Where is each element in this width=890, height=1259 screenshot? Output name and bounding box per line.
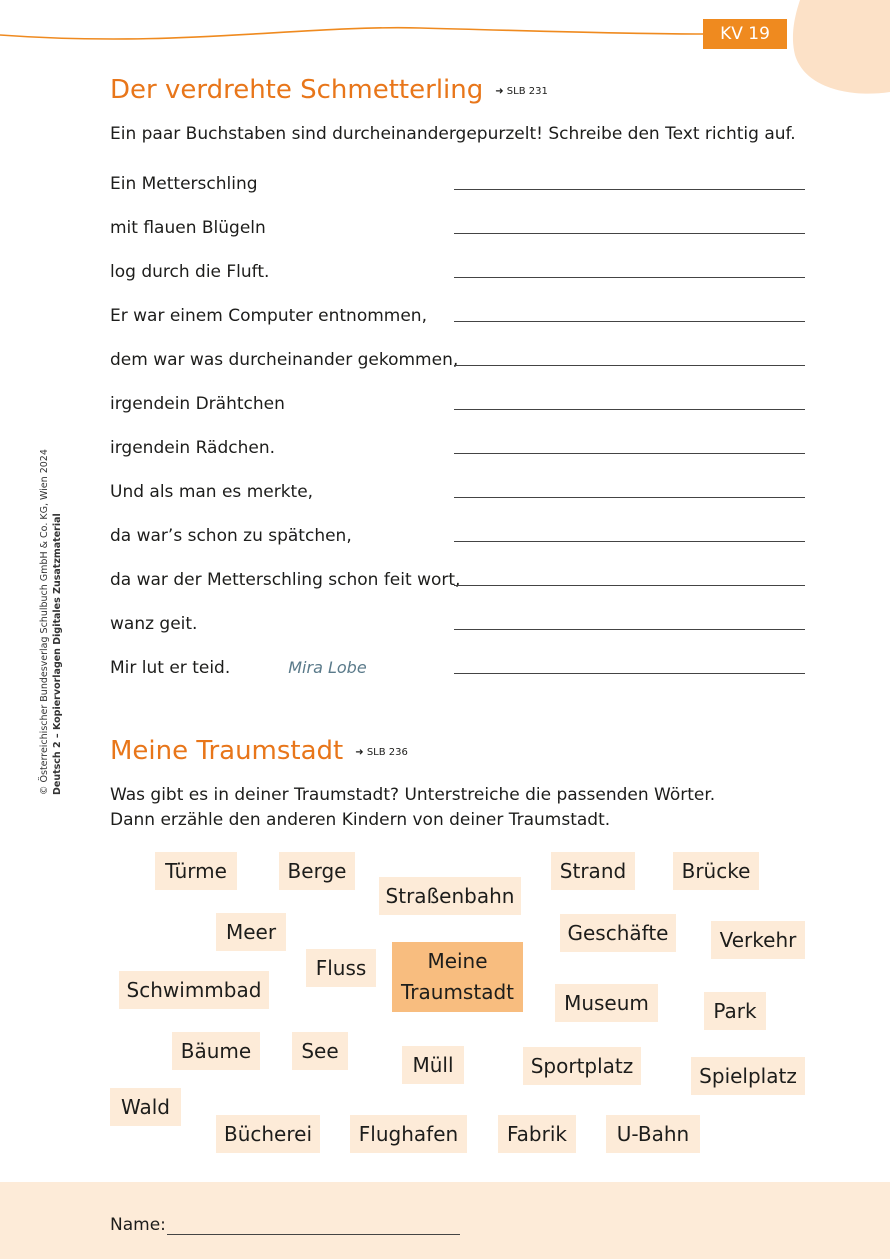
answer-write-line[interactable] xyxy=(454,321,805,322)
word-box[interactable]: Müll xyxy=(402,1046,464,1084)
word-box[interactable]: Berge xyxy=(279,852,355,890)
section-title-text: Meine Traumstadt xyxy=(110,736,344,766)
word-box[interactable]: Strand xyxy=(551,852,635,890)
answer-write-line[interactable] xyxy=(454,189,805,190)
poem-line xyxy=(110,174,258,194)
word-box[interactable]: Schwimmbad xyxy=(119,971,269,1009)
word-box[interactable]: Bäume xyxy=(172,1032,260,1070)
copyright-text: © Österreichischer Bundesverlag Schulbuch GmbH & Co. KG, Wien 2024 xyxy=(39,449,50,795)
section-title-text: Der verdrehte Schmetterling xyxy=(110,75,484,105)
answer-write-line[interactable] xyxy=(454,541,805,542)
answer-write-line[interactable] xyxy=(454,233,805,234)
instruction-text-1: Was gibt es in deiner Traumstadt? Unterstreiche die passenden Wörter. xyxy=(110,785,716,805)
poem-line xyxy=(110,350,458,370)
word-box[interactable]: Flughafen xyxy=(350,1115,467,1153)
poem-line xyxy=(110,570,460,590)
word-box[interactable]: Türme xyxy=(155,852,237,890)
answer-write-line[interactable] xyxy=(454,629,805,630)
slb-reference: ➜ SLB 231 xyxy=(495,86,548,97)
poem-line xyxy=(110,526,352,546)
answer-write-line[interactable] xyxy=(454,673,805,674)
author-name: Mira Lobe xyxy=(288,658,367,677)
poem-line-text: irgendein Rädchen. xyxy=(110,438,275,458)
answer-write-line[interactable] xyxy=(454,277,805,278)
poem-line-text: Mir lut er teid. xyxy=(110,658,231,678)
poem-line xyxy=(110,614,197,634)
slb-reference: ➜ SLB 236 xyxy=(355,747,408,758)
poem-line-text: log durch die Fluft. xyxy=(110,262,270,282)
name-label: Name: xyxy=(110,1215,166,1235)
poem-line-text: Und als man es merkte, xyxy=(110,482,314,502)
poem-line xyxy=(110,658,367,678)
word-box[interactable]: Park xyxy=(704,992,766,1030)
instruction-text: Ein paar Buchstaben sind durcheinandergepurzelt! Schreibe den Text richtig auf. xyxy=(110,124,796,144)
answer-write-line[interactable] xyxy=(454,497,805,498)
copyright-note xyxy=(38,449,64,795)
word-box[interactable]: Brücke xyxy=(673,852,759,890)
word-box[interactable]: See xyxy=(292,1032,348,1070)
product-text: Deutsch 2 – Kopiervorlagen Digitales Zusatzmaterial xyxy=(52,513,63,795)
word-box[interactable]: Geschäfte xyxy=(560,914,676,952)
poem-line-text: mit flauen Blügeln xyxy=(110,218,266,238)
word-box[interactable]: Fabrik xyxy=(498,1115,576,1153)
center-line-2: Traumstadt xyxy=(401,980,514,1004)
poem-line xyxy=(110,438,275,458)
poem-line-text: wanz geit. xyxy=(110,614,198,634)
kv-badge: KV 19 xyxy=(703,19,787,49)
word-box[interactable]: Meer xyxy=(216,913,286,951)
answer-write-line[interactable] xyxy=(454,453,805,454)
poem-line xyxy=(110,394,285,414)
center-word-box xyxy=(392,942,523,1012)
word-box[interactable]: U-Bahn xyxy=(606,1115,700,1153)
word-box[interactable]: Verkehr xyxy=(711,921,805,959)
section-title-traumstadt xyxy=(110,736,408,766)
instruction-text-2: Dann erzähle den anderen Kindern von deiner Traumstadt. xyxy=(110,810,611,830)
poem-line xyxy=(110,482,313,502)
poem-line-text: Ein Metterschling xyxy=(110,174,258,194)
poem-line-text: dem war was durcheinander gekommen, xyxy=(110,350,459,370)
word-box[interactable]: Straßenbahn xyxy=(379,877,521,915)
word-box[interactable]: Bücherei xyxy=(216,1115,320,1153)
answer-write-line[interactable] xyxy=(454,365,805,366)
word-box[interactable]: Sportplatz xyxy=(523,1047,641,1085)
poem-line-text: irgendein Drähtchen xyxy=(110,394,285,414)
poem-line-text: da war der Metterschling schon feit wort, xyxy=(110,570,461,590)
word-box[interactable]: Wald xyxy=(110,1088,181,1126)
section-title-schmetterling xyxy=(110,75,548,105)
word-box[interactable]: Museum xyxy=(555,984,658,1022)
poem-line-text: Er war einem Computer entnommen, xyxy=(110,306,427,326)
answer-write-line[interactable] xyxy=(454,585,805,586)
poem-line xyxy=(110,306,427,326)
name-write-line[interactable] xyxy=(167,1234,460,1235)
poem-line xyxy=(110,262,269,282)
poem-line-text: da war’s schon zu spätchen, xyxy=(110,526,352,546)
center-line-1: Meine xyxy=(427,949,488,973)
answer-write-line[interactable] xyxy=(454,409,805,410)
word-box[interactable]: Fluss xyxy=(306,949,376,987)
poem-line xyxy=(110,218,266,238)
word-box[interactable]: Spielplatz xyxy=(691,1057,805,1095)
